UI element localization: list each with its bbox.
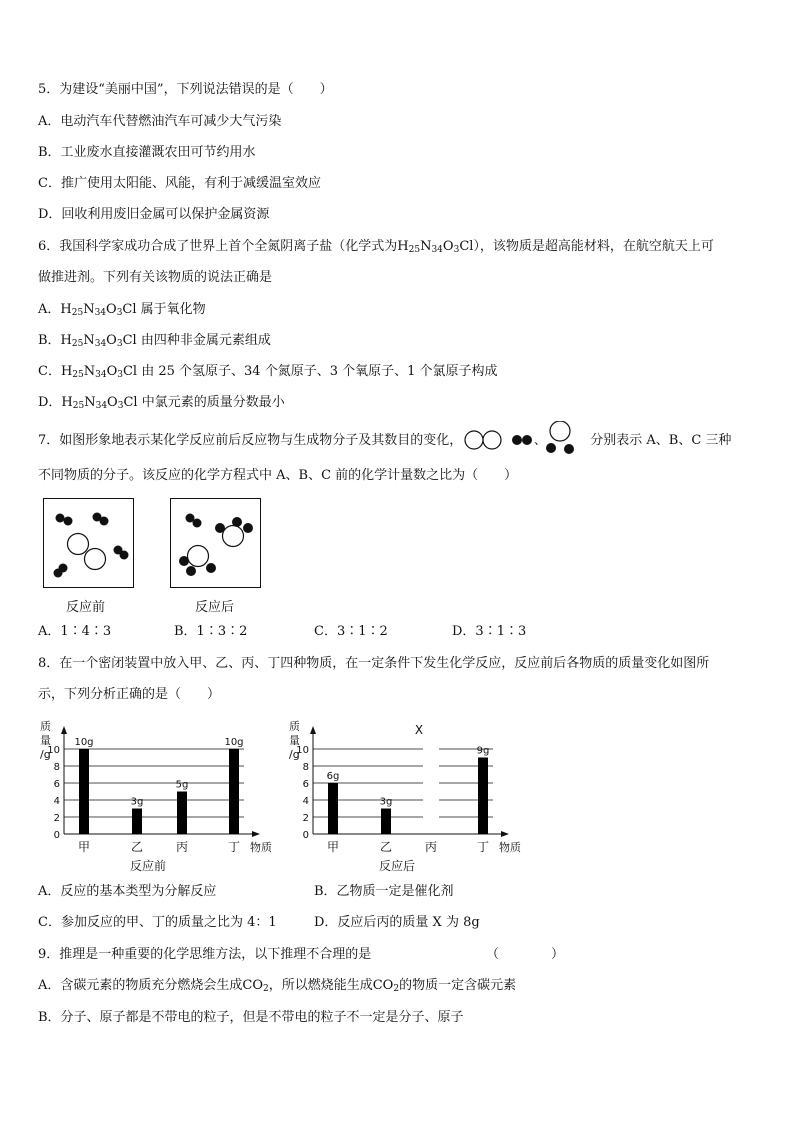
y-axis-arrow [310, 726, 316, 734]
y-tick-label: 8 [302, 762, 309, 773]
x-axis-label: 物质 [250, 841, 272, 854]
q5-option-d[interactable]: D．回收利用废旧金属可以保护金属资源 [38, 207, 270, 222]
bar-丙 [177, 792, 187, 835]
y-tick-label: 4 [53, 796, 60, 807]
q8-option-a[interactable]: A．反应的基本类型为分解反应 [38, 884, 217, 899]
data-label: 5g [175, 779, 189, 791]
x-axis-label: 物质 [499, 841, 521, 854]
q6-formula: $H_{25}N_{34}O_3Cl$ [397, 239, 474, 255]
y-tick-label: 6 [302, 779, 309, 790]
bar-甲 [79, 749, 89, 834]
q8-stem: 8．在一个密闭装置中放入甲、乙、丙、丁四种物质，在一定条件下发生化学反应，反应前后各物质的质量变化如图所 [38, 656, 710, 671]
q9-option-b[interactable]: B．分子、原子都是不带电的粒子，但是不带电的粒子不一定是分子、原子 [38, 1010, 464, 1025]
x-tick-label: 甲 [77, 840, 91, 854]
q6-stem: 6．我国科学家成功合成了世界上首个全氮阴离子盐（化学式为$H_{25}N_{34}O_3Cl$），该物质是超高能材料，在航空航天上可 [38, 239, 714, 255]
q9-answer-paren[interactable]: （ ） [486, 947, 565, 962]
data-label: 3g [379, 796, 393, 808]
x-tick-label: 丙 [424, 840, 438, 854]
molecule-legend-icon [462, 421, 590, 459]
y-axis-label: /g [289, 748, 300, 761]
q9-stem: 9．推理是一种重要的化学思维方法，以下推理不合理的是 [38, 947, 372, 962]
y-tick-label: 4 [302, 796, 309, 807]
y-axis-label: 量 [40, 734, 51, 747]
q6-option-c[interactable]: C．$H_{25}N_{34}O_3Cl$ 由 25 个氢原子、34 个氮原子、3 个氧原子、1 个氯原子构成 [38, 364, 498, 380]
bar-丁 [478, 758, 488, 835]
reaction-before-box [43, 498, 134, 588]
bar-甲 [328, 783, 338, 834]
molecule-b-icon [512, 435, 522, 445]
data-label: 10g [224, 737, 244, 748]
y-tick-label: 10 [296, 745, 309, 756]
x-tick-label: 乙 [130, 840, 144, 854]
chart-title: 反应前 [129, 859, 167, 873]
q6-option-b[interactable]: B．$H_{25}N_{34}O_3Cl$ 由四种非金属元素组成 [38, 333, 271, 349]
molecule-a-icon [465, 431, 483, 449]
q7-option-c[interactable]: C．3∶1∶2 [314, 624, 388, 639]
data-label: 10g [74, 737, 94, 748]
caption-before: 反应前 [66, 600, 106, 615]
x-axis-arrow [501, 831, 509, 837]
y-tick-label: 0 [53, 830, 60, 841]
y-axis-arrow [61, 726, 67, 734]
reaction-after-box [170, 498, 261, 588]
bar-丁 [229, 749, 239, 834]
y-tick-label: 0 [302, 830, 309, 841]
q6-stem-line2: 做推进剂。下列有关该物质的说法正确是 [38, 270, 273, 285]
q8-option-d[interactable]: D．反应后丙的质量 X 为 8g [314, 915, 480, 930]
data-label: 3g [130, 796, 144, 808]
chart-title: 反应后 [378, 859, 416, 873]
y-tick-label: 6 [53, 779, 60, 790]
x-tick-label: 丁 [476, 840, 490, 854]
q7-option-d[interactable]: D．3∶1∶3 [452, 624, 527, 639]
q6-option-a[interactable]: A．$H_{25}N_{34}O_3Cl$ 属于氧化物 [38, 302, 206, 318]
x-axis-arrow [252, 831, 260, 837]
x-tick-label: 丁 [227, 840, 241, 854]
reaction-after-diagram [171, 499, 260, 587]
molecule-c-icon [546, 443, 556, 453]
svg-text:、: 、 [534, 432, 547, 447]
bar-乙 [381, 809, 391, 835]
y-axis-label: /g [40, 748, 51, 761]
q8-option-b[interactable]: B．乙物质一定是催化剂 [314, 884, 454, 899]
chart-after-reaction [285, 716, 535, 876]
y-tick-label: 2 [53, 813, 60, 824]
q7-stem: 7．如图形象地表示某化学反应前后反应物与生成物分子及其数目的变化， 、 分别表示 A、B、C 三种 [38, 431, 731, 451]
data-label: 6g [326, 771, 340, 782]
reaction-before-diagram [44, 499, 133, 587]
x-tick-label: 甲 [326, 840, 340, 854]
q8-option-c[interactable]: C．参加反应的甲、丁的质量之比为 4：1 [38, 915, 277, 930]
chart-before-reaction [36, 716, 286, 876]
q7-stem-line2: 不同物质的分子。该反应的化学方程式中 A、B、C 前的化学计量数之比为（ ） [38, 468, 518, 483]
x-tick-label: 丙 [175, 840, 189, 854]
q8-stem-line2: 示，下列分析正确的是（ ） [38, 687, 221, 702]
bar-乙 [132, 809, 142, 835]
q7-option-a[interactable]: A．1∶4∶3 [38, 624, 112, 639]
x-tick-label: 乙 [379, 840, 393, 854]
y-tick-label: 8 [53, 762, 60, 773]
q5-option-c[interactable]: C．推广使用太阳能、风能，有利于减缓温室效应 [38, 176, 321, 191]
q6-option-d[interactable]: D．$H_{25}N_{34}O_3Cl$ 中氯元素的质量分数最小 [38, 395, 285, 411]
y-axis-label: 量 [289, 734, 300, 747]
y-axis-label: 质 [289, 720, 300, 733]
q5-option-a[interactable]: A．电动汽车代替燃油汽车可减少大气污染 [38, 114, 282, 129]
data-label: 9g [476, 745, 490, 757]
bar-unknown-丙 [423, 740, 439, 833]
data-label: X [414, 723, 424, 737]
y-tick-label: 10 [47, 745, 60, 756]
q7-option-b[interactable]: B．1∶3∶2 [174, 624, 248, 639]
q5-option-b[interactable]: B．工业废水直接灌溉农田可节约用水 [38, 145, 256, 160]
y-axis-label: 质 [40, 720, 51, 733]
caption-after: 反应后 [195, 600, 235, 615]
y-tick-label: 2 [302, 813, 309, 824]
q5-stem: 5．为建设“美丽中国”，下列说法错误的是（ ） [38, 82, 333, 97]
q9-option-a[interactable]: A．含碳元素的物质充分燃烧会生成$CO_2$，所以燃烧能生成$CO_2$的物质一定含碳元素 [38, 978, 517, 994]
